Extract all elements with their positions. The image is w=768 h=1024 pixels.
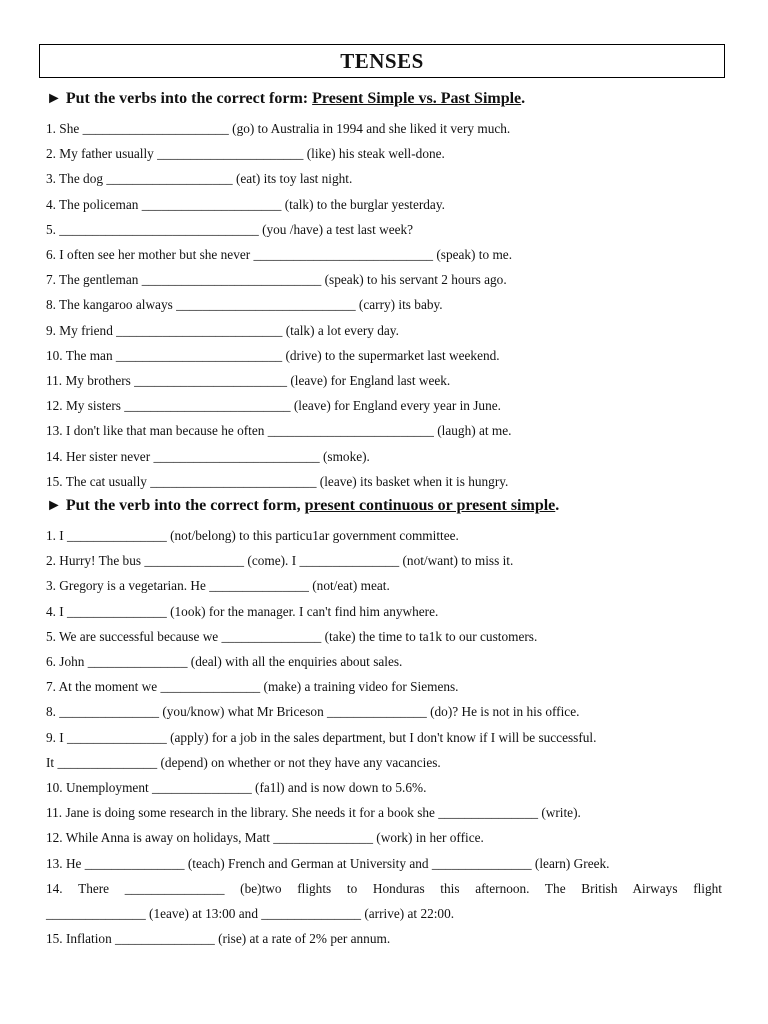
exercise-item: 5. ______________________________ (you /have) a test last week? bbox=[46, 221, 414, 237]
exercise-item: 5. We are successful because we _______________ (take) the time to ta1k to our customers. bbox=[46, 628, 538, 644]
exercise-item: 1. I _______________ (not/belong) to this particu1ar government committee. bbox=[46, 528, 459, 543]
exercise-item: 1. She ______________________ (go) to Australia in 1994 and she liked it very much. bbox=[46, 121, 511, 136]
section-1-heading-underlined: Present Simple vs. Past Simple bbox=[312, 90, 522, 107]
section-2-heading bbox=[46, 497, 559, 515]
exercise-item: 14. Her sister never _________________________ (smoke). bbox=[46, 448, 370, 464]
section-1-heading-suffix: . bbox=[521, 90, 526, 107]
exercise-item: 11. Jane is doing some research in the library. She needs it for a book she _______________ (write). bbox=[46, 805, 581, 821]
exercise-item: 3. The dog ___________________ (eat) its toy last night. bbox=[46, 171, 353, 187]
exercise-item: 3. Gregory is a vegetarian. He _______________ (not/eat) meat. bbox=[46, 578, 390, 594]
exercise-item: 7. At the moment we _______________ (make) a training video for Siemens. bbox=[46, 679, 459, 695]
exercise-item: 15. The cat usually _________________________ (leave) its basket when it is hungry. bbox=[46, 473, 509, 489]
exercise-item: 4. The policeman _____________________ (talk) to the burglar yesterday. bbox=[46, 196, 445, 212]
section-2-heading-underlined: present continuous or present simple bbox=[304, 497, 556, 514]
section-2-heading-suffix: . bbox=[555, 497, 560, 514]
section-2-exercise-list bbox=[46, 523, 722, 951]
exercise-item: 13. He _______________ (teach) French and German at University and _______________ (learn) Greek. bbox=[46, 855, 610, 871]
exercise-item: 8. _______________ (you/know) what Mr Briceson _______________ (do)? He is not in his office. bbox=[46, 704, 580, 720]
exercise-item-continuation: It _______________ (depend) on whether or not they have any vacancies. bbox=[46, 754, 441, 770]
exercise-item: 6. I often see her mother but she never ___________________________ (speak) to me. bbox=[46, 247, 513, 263]
exercise-item: 2. My father usually ______________________ (like) his steak well-done. bbox=[46, 146, 445, 162]
section-2-heading-prefix: ► Put the verb into the correct form, bbox=[46, 497, 305, 514]
exercise-item: 10. The man _________________________ (drive) to the supermarket last weekend. bbox=[46, 347, 500, 363]
exercise-item: 6. John _______________ (deal) with all the enquiries about sales. bbox=[46, 654, 403, 670]
exercise-item: 11. My brothers _______________________ (leave) for England last week. bbox=[46, 373, 451, 389]
title-box bbox=[39, 44, 725, 78]
section-1-heading-prefix: ► Put the verbs into the correct form: bbox=[46, 90, 313, 107]
exercise-item: 9. My friend _________________________ (talk) a lot every day. bbox=[46, 322, 399, 338]
exercise-item: 13. I don't like that man because he often _________________________ (laugh) at me. bbox=[46, 423, 512, 439]
exercise-item: 9. I _______________ (apply) for a job in the sales department, but I don't know if I will be successful. bbox=[46, 729, 597, 745]
section-1-heading bbox=[46, 90, 525, 108]
section-1-exercise-list bbox=[46, 116, 722, 494]
exercise-item: 14. There _______________ (be)two flights to Honduras this afternoon. The British Airways flight bbox=[46, 880, 722, 896]
exercise-item: 12. My sisters _________________________ (leave) for England every year in June. bbox=[46, 398, 501, 414]
exercise-item: 8. The kangaroo always ___________________________ (carry) its baby. bbox=[46, 297, 443, 313]
exercise-item-continuation: _______________ (1eave) at 13:00 and _______________ (arrive) at 22:00. bbox=[46, 906, 455, 922]
exercise-item: 4. I _______________ (1ook) for the manager. I can't find him anywhere. bbox=[46, 603, 439, 619]
exercise-item: 2. Hurry! The bus _______________ (come). I _______________ (not/want) to miss it. bbox=[46, 553, 514, 569]
exercise-item: 10. Unemployment _______________ (fa1l) and is now down to 5.6%. bbox=[46, 780, 427, 796]
exercise-item: 15. Inflation _______________ (rise) at a rate of 2% per annum. bbox=[46, 931, 391, 947]
page-title: TENSES bbox=[340, 49, 424, 73]
exercise-item: 7. The gentleman ___________________________ (speak) to his servant 2 hours ago. bbox=[46, 272, 507, 288]
exercise-item: 12. While Anna is away on holidays, Matt _______________ (work) in her office. bbox=[46, 830, 484, 846]
